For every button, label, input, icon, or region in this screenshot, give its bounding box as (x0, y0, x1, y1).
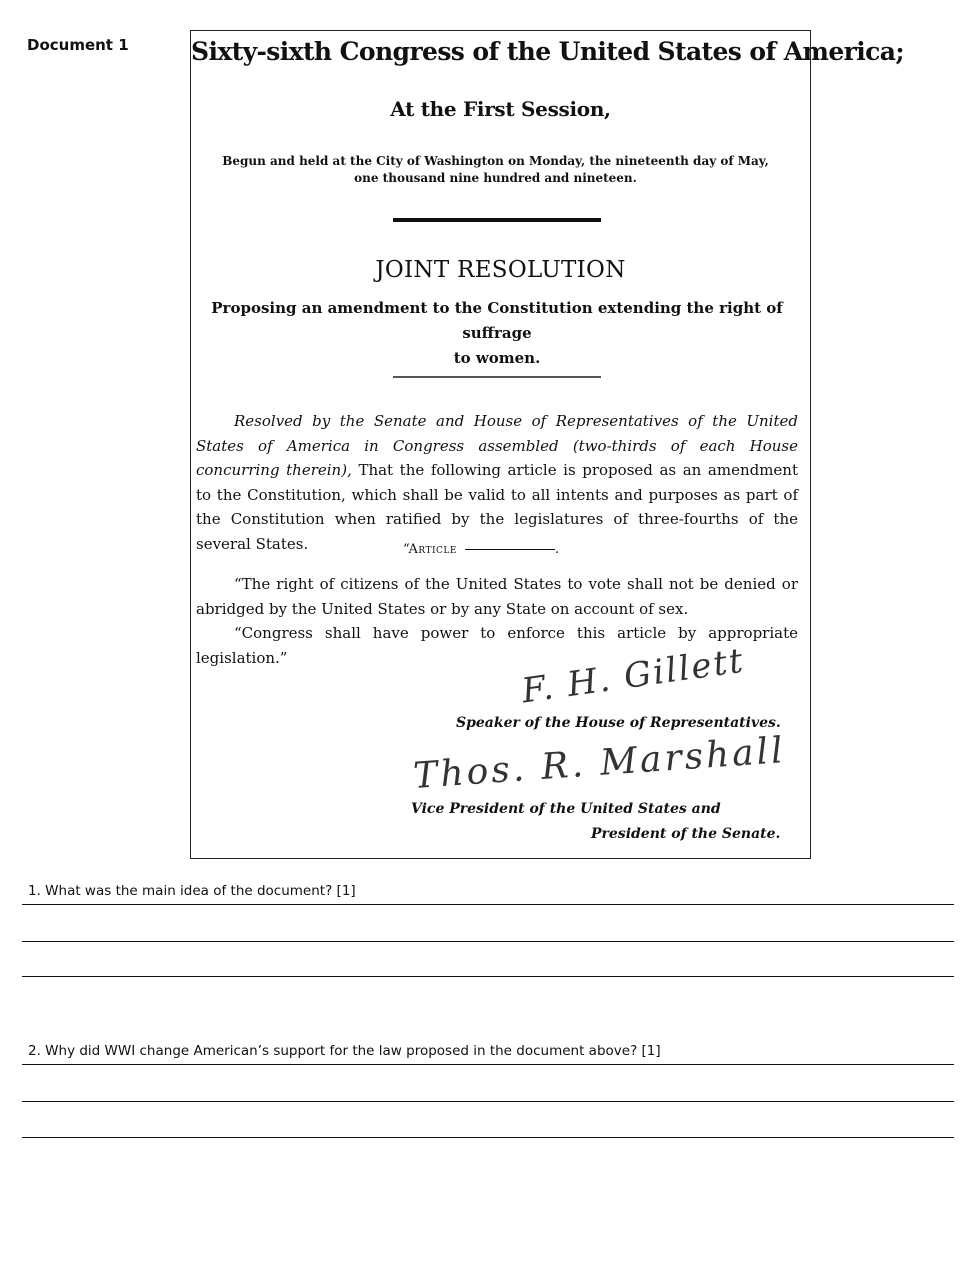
article-label: “Article (403, 542, 457, 557)
article-heading (403, 542, 560, 557)
answer-line-1b[interactable] (22, 941, 954, 942)
divider-thin (393, 376, 601, 378)
proposing-line-2: to women. (453, 349, 541, 367)
begun-line-1: Begun and held at the City of Washington on Monday, the nineteenth day of May, (222, 154, 769, 168)
vice-president-title-line-1: Vice President of the United States and (411, 801, 721, 817)
signature-speaker: F. H. Gillett (519, 640, 748, 712)
joint-resolution-image (190, 30, 904, 859)
section-1: “The right of citizens of the United States to vote shall not be denied or abridged by the United States or by any State on account of sex. (196, 575, 798, 618)
question-1: 1. What was the main idea of the document? [1] (28, 883, 356, 899)
answer-line-1a[interactable] (22, 904, 954, 905)
proposing-line-1: Proposing an amendment to the Constitution extending the right of suffrage (211, 299, 783, 342)
answer-line-2c[interactable] (22, 1137, 954, 1138)
proposing-text (196, 296, 798, 371)
session-line: At the First Session, (390, 97, 611, 121)
answer-line-2a[interactable] (22, 1064, 954, 1065)
answer-line-1c[interactable] (22, 976, 954, 977)
vice-president-title-line-2: President of the Senate. (591, 826, 781, 842)
signature-vice-president: Thos. R. Marshall (412, 730, 787, 797)
congress-header: Sixty-sixth Congress of the United States of America; (191, 37, 904, 66)
speaker-title: Speaker of the House of Representatives. (456, 715, 781, 731)
resolved-clause (196, 409, 798, 556)
divider-thick (393, 218, 601, 222)
question-2: 2. Why did WWI change American’s support for the law proposed in the document above? [1] (28, 1043, 661, 1059)
resolved-plain: That the following article is proposed as an amendment to the Constitution, which shall be valid to all intents and purposes as part of the Constitution when ratified by the legislatures of three-fourths of the several States. (196, 461, 798, 553)
begun-text (201, 153, 790, 187)
article-number-blank (465, 549, 555, 551)
joint-resolution-title: JOINT RESOLUTION (375, 257, 626, 283)
begun-line-2: one thousand nine hundred and nineteen. (354, 171, 637, 185)
article-end: . (554, 542, 560, 557)
resolved-italic: Resolved by the Senate and House of Representatives of the United States of America in Congress assembled (two-thirds of each House concurring therein), (196, 412, 798, 479)
answer-line-2b[interactable] (22, 1101, 954, 1102)
document-label: Document 1 (27, 36, 129, 54)
section-2: “Congress shall have power to enforce this article by appropriate legislation.” (196, 624, 798, 667)
